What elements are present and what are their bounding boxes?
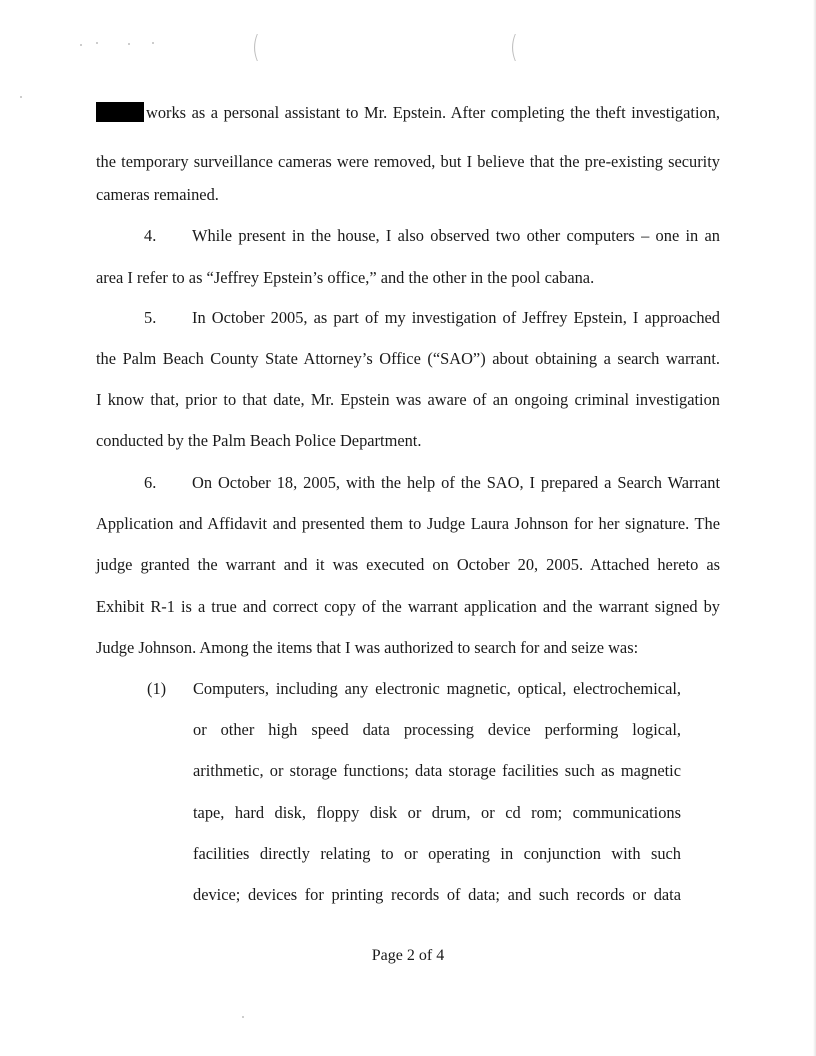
line-text: In October 2005, as part of my investigation of Jeffrey Epstein, I approached: [192, 308, 720, 327]
body-line: [96, 268, 720, 288]
scan-artifact-dot: [152, 42, 154, 44]
line-text: conducted by the Palm Beach Police Department.: [96, 431, 422, 450]
line-text: On October 18, 2005, with the help of the SAO, I prepared a Search Warrant: [192, 473, 720, 492]
scan-artifact-mark: (: [509, 30, 518, 65]
line-text: the temporary surveillance cameras were removed, but I believe that the pre-existing security: [96, 152, 720, 171]
line-text: works as a personal assistant to Mr. Epstein. After completing the theft investigation,: [146, 103, 720, 122]
item-line: [193, 803, 681, 823]
line-text: arithmetic, or storage functions; data storage facilities such as magnetic: [193, 761, 681, 780]
line-text: While present in the house, I also observed two other computers – one in an: [192, 226, 720, 245]
body-line: [96, 102, 720, 123]
line-text: Judge Johnson. Among the items that I was authorized to search for and seize was:: [96, 638, 639, 657]
scan-artifact-dot: [80, 44, 82, 46]
item-line: [193, 844, 681, 864]
redaction-block: [96, 102, 144, 122]
paragraph-number: 5.: [144, 308, 157, 327]
body-line: [96, 185, 720, 205]
scan-artifact-dot: [20, 96, 22, 98]
paragraph-first-line: [96, 308, 720, 328]
scan-artifact-dot: [96, 42, 98, 44]
line-text: or other high speed data processing device performing logical,: [193, 720, 681, 739]
body-line: [96, 431, 720, 451]
line-text: device; devices for printing records of data; and such records or data: [193, 885, 681, 904]
line-text: Computers, including any electronic magnetic, optical, electrochemical,: [193, 679, 681, 698]
item-line: [193, 720, 681, 740]
line-text: area I refer to as “Jeffrey Epstein’s office,” and the other in the pool cabana.: [96, 268, 595, 287]
item-number: (1): [147, 679, 167, 698]
scan-artifact-dot: [128, 43, 130, 45]
line-text: Application and Affidavit and presented them to Judge Laura Johnson for her signature. The: [96, 514, 720, 533]
body-line: [96, 597, 720, 617]
line-text: facilities directly relating to or operating in conjunction with such: [193, 844, 681, 863]
page-number-footer: Page 2 of 4: [371, 947, 445, 964]
item-line: [193, 761, 681, 781]
paragraph-number: 4.: [144, 226, 157, 245]
paragraph-first-line: [96, 226, 720, 246]
body-line: [96, 514, 720, 534]
line-text: I know that, prior to that date, Mr. Epstein was aware of an ongoing criminal investigation: [96, 390, 720, 409]
paragraph-first-line: [96, 473, 720, 493]
body-line: [96, 638, 720, 658]
line-text: tape, hard disk, floppy disk or drum, or cd rom; communications: [193, 803, 681, 822]
body-line: [96, 152, 720, 172]
item-line: [193, 885, 681, 905]
scan-artifact-dot: [242, 1016, 244, 1018]
body-line: [96, 390, 720, 410]
line-text: the Palm Beach County State Attorney’s Office (“SAO”) about obtaining a search warrant.: [96, 349, 720, 368]
body-line: [96, 349, 720, 369]
line-text: Exhibit R-1 is a true and correct copy of the warrant application and the warrant signed by: [96, 597, 720, 616]
line-text: judge granted the warrant and it was executed on October 20, 2005. Attached hereto as: [96, 555, 720, 574]
body-line: [96, 555, 720, 575]
item-line: [193, 679, 681, 699]
line-text: cameras remained.: [96, 185, 219, 204]
scan-artifact-mark: (: [251, 30, 260, 65]
paragraph-number: 6.: [144, 473, 157, 492]
